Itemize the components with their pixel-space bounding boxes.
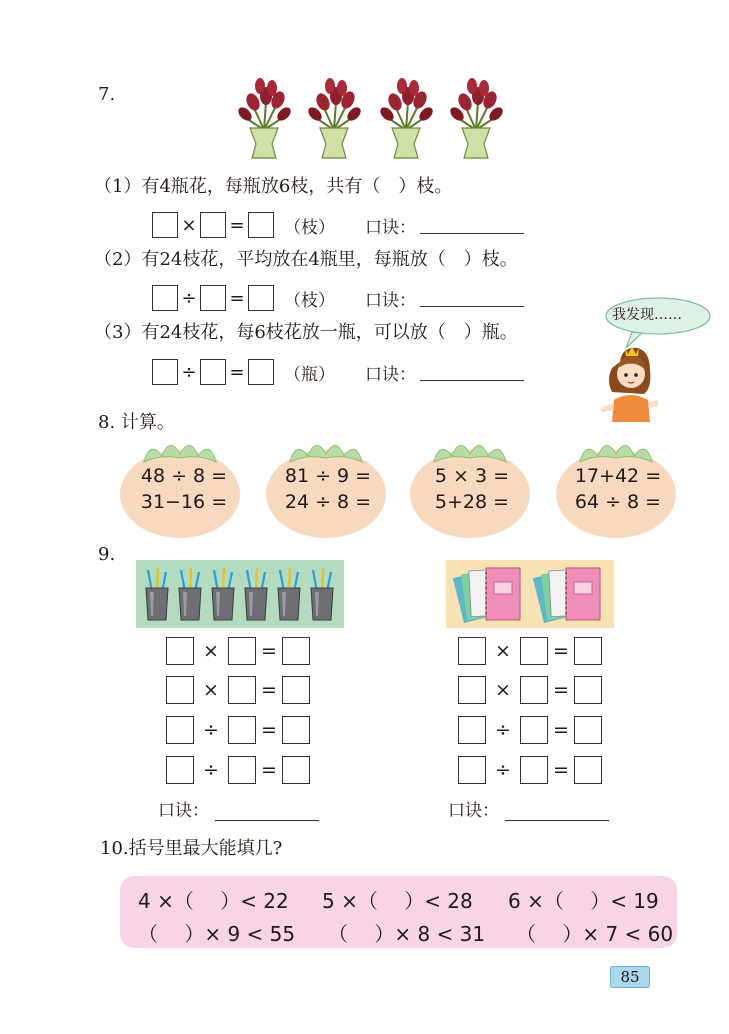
girl-speech-bubble-text: 我发现…… bbox=[612, 307, 682, 323]
calc-fruit-4 bbox=[558, 463, 678, 515]
divide-sign: ÷ bbox=[495, 719, 511, 741]
question-7-part-3-equation bbox=[152, 358, 524, 386]
answer-box[interactable] bbox=[152, 212, 178, 238]
divide-sign: ÷ bbox=[181, 361, 197, 383]
calc-expression: 17+42 = bbox=[574, 465, 662, 487]
inequality-5[interactable]: （ ）× 8 < 31 bbox=[328, 922, 486, 946]
answer-box[interactable] bbox=[228, 716, 256, 744]
notebooks-picture bbox=[446, 560, 614, 628]
equals-sign: = bbox=[229, 361, 245, 383]
answer-box[interactable] bbox=[166, 756, 194, 784]
answer-box[interactable] bbox=[282, 676, 310, 704]
notebook-equation-4 bbox=[458, 756, 602, 784]
answer-box[interactable] bbox=[200, 285, 226, 311]
answer-box[interactable] bbox=[574, 756, 602, 784]
inequality-2[interactable]: 5 ×（ ）< 28 bbox=[322, 889, 473, 913]
notebook-equation-3 bbox=[458, 716, 602, 744]
notebook-equation-2 bbox=[458, 676, 602, 704]
flower-pots-illustration bbox=[236, 72, 516, 164]
question-7-part-1-equation bbox=[152, 211, 524, 239]
question-8-title: 8. 计算。 bbox=[98, 412, 175, 433]
answer-box[interactable] bbox=[282, 637, 310, 665]
calc-expression: 64 ÷ 8 = bbox=[574, 491, 662, 513]
unit-label: （枝） bbox=[284, 217, 335, 238]
calc-fruit-2 bbox=[268, 463, 388, 515]
page-number: 85 bbox=[610, 966, 650, 988]
answer-box[interactable] bbox=[282, 716, 310, 744]
times-sign: × bbox=[495, 679, 511, 701]
answer-box[interactable] bbox=[166, 676, 194, 704]
answer-box[interactable] bbox=[228, 637, 256, 665]
flower-pot-1 bbox=[236, 78, 293, 158]
calc-expression: 5+28 = bbox=[434, 491, 510, 513]
pen-koujue bbox=[158, 796, 319, 821]
pen-equation-1 bbox=[166, 637, 310, 665]
unit-label: （枝） bbox=[284, 290, 335, 311]
answer-box[interactable] bbox=[248, 212, 274, 238]
koujue-label: 口诀： bbox=[365, 217, 416, 238]
koujue-answer-line[interactable] bbox=[420, 216, 524, 234]
inequality-6[interactable]: （ ）× 7 < 60 bbox=[516, 922, 674, 946]
koujue-label: 口诀： bbox=[158, 801, 209, 821]
pen-equation-3 bbox=[166, 716, 310, 744]
answer-box[interactable] bbox=[458, 716, 486, 744]
calc-fruit-3 bbox=[412, 463, 532, 515]
pen-equation-4 bbox=[166, 756, 310, 784]
calc-expression: 5 × 3 = bbox=[434, 465, 510, 487]
pen-holders-picture bbox=[136, 560, 344, 628]
question-7-part-2-equation bbox=[152, 284, 524, 312]
divide-sign: ÷ bbox=[495, 759, 511, 781]
answer-box[interactable] bbox=[200, 359, 226, 385]
equals-sign: = bbox=[553, 759, 569, 781]
answer-box[interactable] bbox=[152, 285, 178, 311]
equals-sign: = bbox=[229, 287, 245, 309]
answer-box[interactable] bbox=[152, 359, 178, 385]
koujue-label: 口诀： bbox=[365, 364, 416, 385]
calc-fruit-1 bbox=[124, 463, 244, 515]
equals-sign: = bbox=[229, 214, 245, 236]
times-sign: × bbox=[181, 214, 197, 236]
answer-box[interactable] bbox=[228, 756, 256, 784]
divide-sign: ÷ bbox=[181, 287, 197, 309]
notebook-equation-1 bbox=[458, 637, 602, 665]
question-9-number: 9. bbox=[98, 544, 116, 565]
question-7-part-2: （2）有24枝花，平均放在4瓶里，每瓶放（ ）枝。 bbox=[94, 249, 518, 270]
notebook-koujue bbox=[448, 796, 609, 821]
answer-box[interactable] bbox=[520, 676, 548, 704]
calc-expression: 48 ÷ 8 = bbox=[140, 465, 228, 487]
divide-sign: ÷ bbox=[203, 759, 219, 781]
answer-box[interactable] bbox=[166, 637, 194, 665]
times-sign: × bbox=[495, 640, 511, 662]
answer-box[interactable] bbox=[574, 637, 602, 665]
answer-box[interactable] bbox=[458, 637, 486, 665]
koujue-label: 口诀： bbox=[448, 801, 499, 821]
answer-box[interactable] bbox=[520, 756, 548, 784]
answer-box[interactable] bbox=[282, 756, 310, 784]
equals-sign: = bbox=[261, 679, 277, 701]
question-7-part-1: （1）有4瓶花，每瓶放6枝，共有（ ）枝。 bbox=[94, 176, 453, 197]
times-sign: × bbox=[203, 640, 219, 662]
koujue-label: 口诀： bbox=[365, 290, 416, 311]
answer-box[interactable] bbox=[574, 676, 602, 704]
equals-sign: = bbox=[553, 719, 569, 741]
flower-pot-4 bbox=[448, 78, 505, 158]
question-10-title: 10.括号里最大能填几? bbox=[100, 838, 283, 859]
answer-box[interactable] bbox=[248, 359, 274, 385]
inequality-1[interactable]: 4 ×（ ）< 22 bbox=[138, 889, 289, 913]
pen-equation-2 bbox=[166, 676, 310, 704]
koujue-answer-line[interactable] bbox=[505, 801, 609, 821]
inequality-3[interactable]: 6 ×（ ）< 19 bbox=[508, 889, 659, 913]
answer-box[interactable] bbox=[228, 676, 256, 704]
inequality-4[interactable]: （ ）× 9 < 55 bbox=[138, 922, 296, 946]
equals-sign: = bbox=[261, 759, 277, 781]
calc-expression: 31−16 = bbox=[140, 491, 228, 513]
equals-sign: = bbox=[261, 719, 277, 741]
answer-box[interactable] bbox=[200, 212, 226, 238]
flower-pot-2 bbox=[306, 78, 363, 158]
question-7-part-3: （3）有24枝花，每6枝花放一瓶，可以放（ ）瓶。 bbox=[94, 322, 518, 343]
koujue-answer-line[interactable] bbox=[215, 801, 319, 821]
equals-sign: = bbox=[553, 679, 569, 701]
divide-sign: ÷ bbox=[203, 719, 219, 741]
answer-box[interactable] bbox=[520, 637, 548, 665]
equals-sign: = bbox=[553, 640, 569, 662]
times-sign: × bbox=[203, 679, 219, 701]
answer-box[interactable] bbox=[520, 716, 548, 744]
answer-box[interactable] bbox=[458, 676, 486, 704]
calc-expression: 81 ÷ 9 = bbox=[284, 465, 372, 487]
unit-label: （瓶） bbox=[284, 364, 335, 385]
calc-expression: 24 ÷ 8 = bbox=[284, 491, 372, 513]
question-7-number: 7. bbox=[98, 84, 116, 105]
answer-box[interactable] bbox=[458, 756, 486, 784]
koujue-answer-line[interactable] bbox=[420, 289, 524, 307]
answer-box[interactable] bbox=[574, 716, 602, 744]
answer-box[interactable] bbox=[166, 716, 194, 744]
answer-box[interactable] bbox=[248, 285, 274, 311]
equals-sign: = bbox=[261, 640, 277, 662]
flower-pot-3 bbox=[378, 78, 435, 158]
koujue-answer-line[interactable] bbox=[420, 363, 524, 381]
